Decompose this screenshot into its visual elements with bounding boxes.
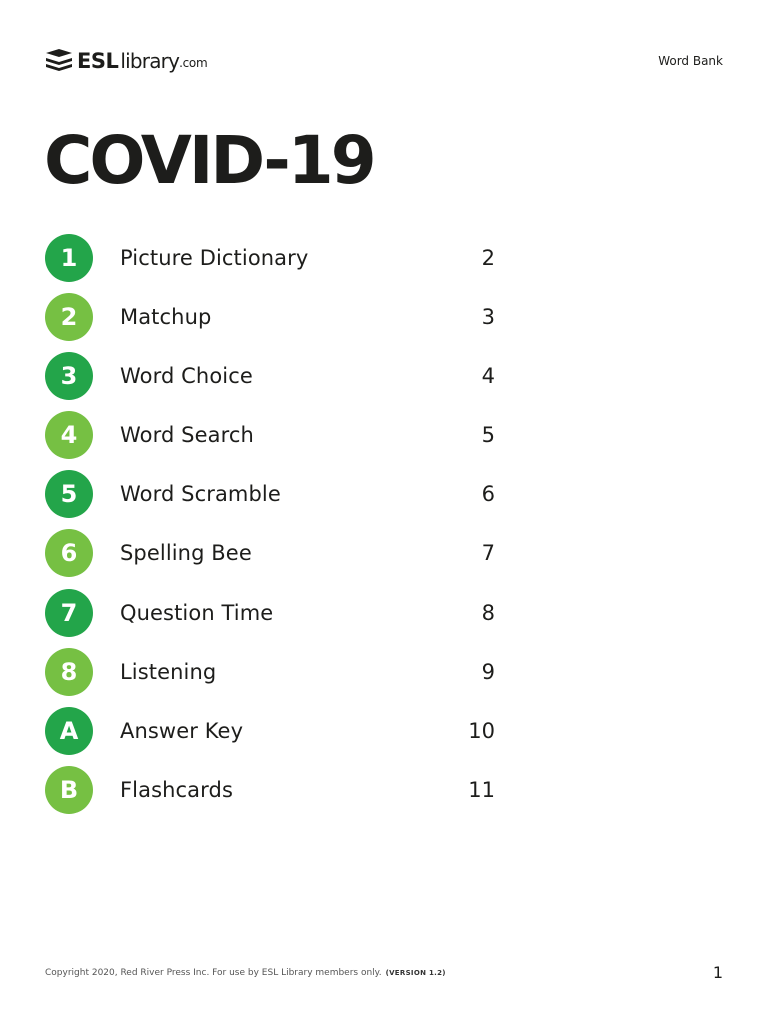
logo-library-text: library <box>120 49 180 73</box>
toc-page-number: 11 <box>468 777 495 802</box>
toc-item-listening[interactable] <box>45 648 495 696</box>
toc-item-matchup[interactable] <box>45 293 495 341</box>
toc-item-label: Word Choice <box>120 364 253 389</box>
toc-page-number: 9 <box>481 659 495 684</box>
toc-page-number: 6 <box>481 482 495 507</box>
toc-page-number: 4 <box>481 364 495 389</box>
toc-item-label: Word Search <box>120 423 254 448</box>
logo-com-text: .com <box>179 56 208 70</box>
toc-item-word-search[interactable] <box>45 411 495 459</box>
logo-esl-text: ESL <box>77 49 119 73</box>
esl-library-logo[interactable] <box>45 44 207 78</box>
version-label: (VERSION 1.2) <box>385 969 446 977</box>
number-badge: 4 <box>45 411 93 459</box>
toc-page-number: 10 <box>468 718 495 743</box>
toc-item-flashcards[interactable] <box>45 766 495 814</box>
toc-page-number: 3 <box>481 305 495 330</box>
toc-page-number: 5 <box>481 423 495 448</box>
table-of-contents <box>45 234 495 825</box>
toc-item-label: Flashcards <box>120 777 233 802</box>
toc-item-label: Picture Dictionary <box>120 246 309 270</box>
toc-item-question-time[interactable] <box>45 589 495 637</box>
toc-item-label: Question Time <box>120 600 274 625</box>
toc-item-label: Listening <box>120 659 217 684</box>
number-badge: 5 <box>45 470 93 518</box>
number-badge: 3 <box>45 352 93 400</box>
number-badge: 2 <box>45 293 93 341</box>
page-header <box>45 44 725 78</box>
toc-item-label: Matchup <box>120 305 212 330</box>
number-badge: 7 <box>45 589 93 637</box>
toc-page-number: 7 <box>481 541 495 566</box>
toc-item-word-scramble[interactable] <box>45 470 495 518</box>
toc-item-label: Spelling Bee <box>120 541 252 566</box>
toc-item-label: Answer Key <box>120 718 244 743</box>
toc-item-answer-key[interactable] <box>45 707 495 755</box>
toc-item-spelling-bee[interactable] <box>45 529 495 577</box>
page-number: 1 <box>712 963 723 982</box>
section-label: Word Bank <box>658 54 723 68</box>
toc-page-number: 2 <box>481 246 495 270</box>
book-stack-icon <box>45 48 73 74</box>
number-badge: 6 <box>45 529 93 577</box>
toc-item-picture-dictionary[interactable] <box>45 234 495 282</box>
copyright-notice <box>45 968 446 978</box>
letter-badge: A <box>45 707 93 755</box>
letter-badge: B <box>45 766 93 814</box>
page-footer <box>45 963 725 986</box>
toc-item-label: Word Scramble <box>120 482 281 507</box>
copyright-text: Copyright 2020, Red River Press Inc. For use by ESL Library members only. <box>45 968 382 978</box>
page-title: COVID-19 <box>44 122 374 199</box>
number-badge: 1 <box>45 234 93 282</box>
toc-item-word-choice[interactable] <box>45 352 495 400</box>
toc-page-number: 8 <box>481 600 495 625</box>
number-badge: 8 <box>45 648 93 696</box>
